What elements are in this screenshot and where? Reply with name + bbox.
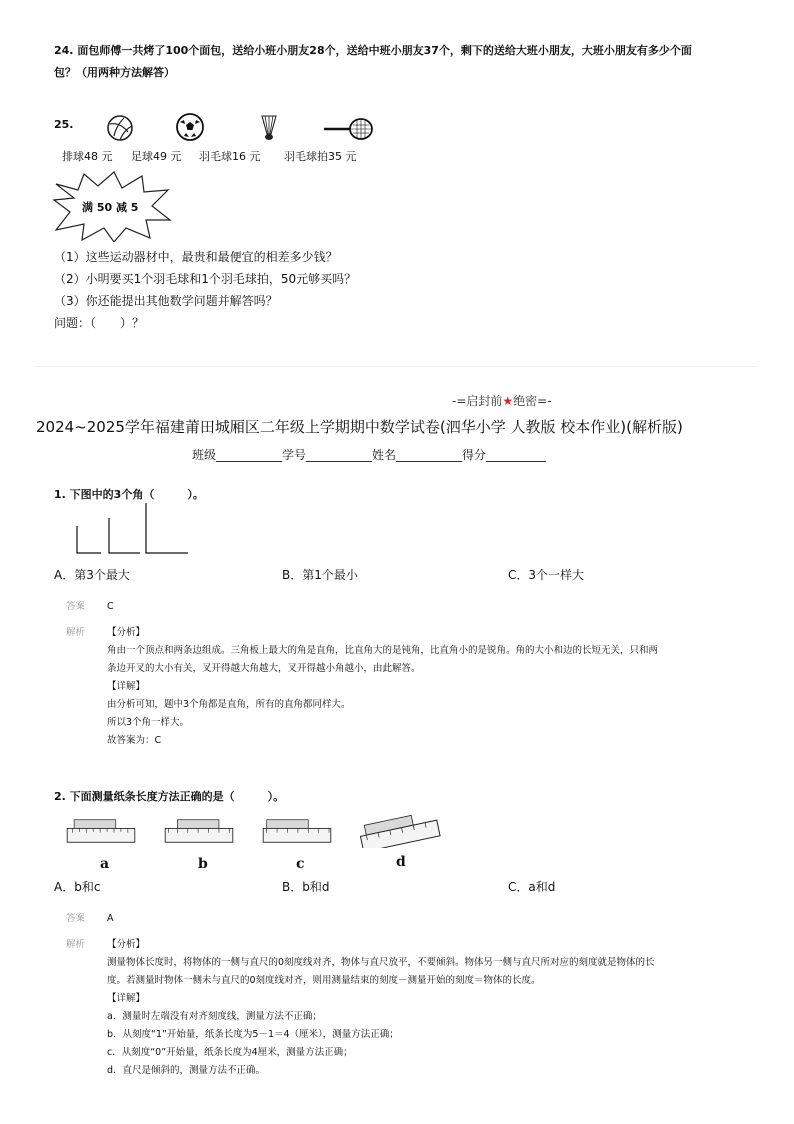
detail-text: c．从刻度“0”开始量，纸条长度为4厘米，测量方法正确； bbox=[107, 1047, 353, 1058]
item-name: 羽毛球 bbox=[199, 150, 232, 163]
item-volleyball bbox=[62, 148, 113, 164]
item-price: 48 bbox=[84, 150, 98, 163]
item-price: 16 bbox=[232, 150, 246, 163]
analysis-heading: 【分析】 bbox=[107, 627, 146, 638]
q1-answer-label: 答案 bbox=[66, 601, 86, 612]
analysis-text: 测量物体长度时，将物体的一侧与直尺的0刻度线对齐，物体与直尺放平，不要倾斜。物体另一侧与直尺所对应的刻度就是物体的长 bbox=[107, 957, 655, 968]
q2-analysis-label: 解析 bbox=[66, 939, 86, 950]
q1-option-b: B．第1个最小 bbox=[282, 568, 358, 582]
q25-sub-2: （2）小明要买1个羽毛球和1个羽毛球拍，50元够买吗？ bbox=[54, 272, 357, 286]
item-unit: 元 bbox=[249, 150, 261, 163]
item-name: 羽毛球拍 bbox=[284, 150, 328, 163]
q24-line2: 包？（用两种方法解答） bbox=[54, 66, 175, 79]
secret-text: -=启封前 bbox=[452, 394, 503, 408]
exam-title: 2024~2025学年福建莆田城厢区二年级上学期期中数学试卷(泗华小学 人教版 校本作业)(解析版) bbox=[36, 418, 683, 436]
detail-text: d．直尺是倾斜的，测量方法不正确。 bbox=[107, 1065, 266, 1076]
q2-stem: 2. 下面测量纸条长度方法正确的是（ ）。 bbox=[54, 790, 285, 803]
detail-text: b．从刻度“1”开始量，纸条长度为5－1＝4（厘米），测量方法正确； bbox=[107, 1029, 399, 1040]
ruler-c bbox=[258, 818, 336, 844]
q1-angles-figure bbox=[74, 500, 192, 558]
q1-stem: 1. 下图中的3个角（ ）。 bbox=[54, 488, 204, 501]
item-unit: 元 bbox=[345, 150, 357, 163]
detail-text: 所以3个角一样大。 bbox=[107, 717, 190, 728]
q1-analysis bbox=[107, 624, 747, 750]
q1-option-a: A．第3个最大 bbox=[54, 568, 130, 582]
ruler-label-c: c bbox=[296, 856, 305, 872]
detail-heading: 【详解】 bbox=[107, 681, 146, 692]
item-shuttlecock bbox=[199, 148, 261, 164]
detail-text: a．测量时左端没有对齐刻度线，测量方法不正确； bbox=[107, 1011, 322, 1022]
page-divider bbox=[36, 366, 758, 367]
q24-number: 24. bbox=[54, 44, 74, 57]
secret-text-2: 绝密=- bbox=[513, 394, 552, 408]
q1-option-c: C．3个一样大 bbox=[508, 568, 585, 582]
promo-text: 满 50 减 5 bbox=[82, 201, 139, 214]
q24-line1 bbox=[54, 42, 692, 58]
q2-answer-label: 答案 bbox=[66, 913, 86, 924]
ruler-a bbox=[62, 818, 140, 844]
item-name: 排球 bbox=[62, 150, 84, 163]
ruler-label-b: b bbox=[198, 856, 208, 872]
q25-ask: 问题：（ ）？ bbox=[54, 316, 145, 330]
analysis-heading: 【分析】 bbox=[107, 939, 146, 950]
item-unit: 元 bbox=[170, 150, 182, 163]
student-fields: 班级___________学号___________姓名___________得分__________ bbox=[192, 448, 547, 462]
racket-icon bbox=[322, 116, 374, 142]
item-price: 35 bbox=[328, 150, 342, 163]
q2-option-c: C．a和d bbox=[508, 880, 556, 894]
analysis-text: 度。若测量时物体一侧未与直尺的0刻度线对齐，则用测量结束的刻度－测量开始的刻度＝物体的长度。 bbox=[107, 975, 541, 986]
detail-text: 由分析可知，题中3个角都是直角，所有的直角都同样大。 bbox=[107, 699, 351, 710]
ruler-label-a: a bbox=[100, 856, 110, 872]
q25-sub-1: （1）这些运动器材中，最贵和最便宜的相差多少钱？ bbox=[54, 250, 338, 264]
item-name: 足球 bbox=[131, 150, 153, 163]
secret-mark bbox=[452, 392, 552, 409]
soccer-ball-icon bbox=[175, 112, 205, 142]
shuttlecock-icon bbox=[258, 114, 280, 142]
item-soccer bbox=[131, 148, 182, 164]
item-racket bbox=[284, 148, 357, 164]
detail-text: 故答案为：C bbox=[107, 735, 162, 746]
q24-text: 面包师傅一共烤了100个面包，送给小班小朋友28个，送给中班小朋友37个，剩下的送给大班小朋友，大班小朋友有多少个面 bbox=[77, 44, 692, 57]
q25-sub-3: （3）你还能提出其他数学问题并解答吗？ bbox=[54, 294, 278, 308]
q1-answer: C bbox=[107, 601, 114, 612]
ruler-label-d: d bbox=[396, 854, 406, 870]
analysis-text: 条边开叉的大小有关，叉开得越大角越大，叉开得越小角越小，由此解答。 bbox=[107, 663, 421, 674]
item-unit: 元 bbox=[101, 150, 113, 163]
ruler-d bbox=[358, 812, 442, 848]
ruler-b bbox=[160, 818, 238, 844]
q2-answer: A bbox=[107, 913, 114, 924]
q2-option-a: A．b和c bbox=[54, 880, 101, 894]
volleyball-icon bbox=[106, 114, 134, 142]
q2-option-b: B．b和d bbox=[282, 880, 330, 894]
q25-number: 25. bbox=[54, 118, 74, 131]
star-icon: ★ bbox=[502, 394, 514, 408]
item-price: 49 bbox=[153, 150, 167, 163]
detail-heading: 【详解】 bbox=[107, 993, 146, 1004]
q2-analysis bbox=[107, 936, 747, 1080]
analysis-text: 角由一个顶点和两条边组成。三角板上最大的角是直角，比直角大的是钝角，比直角小的是锐角。角的大小和边的长短无关，只和两 bbox=[107, 645, 659, 656]
q1-analysis-label: 解析 bbox=[66, 627, 86, 638]
